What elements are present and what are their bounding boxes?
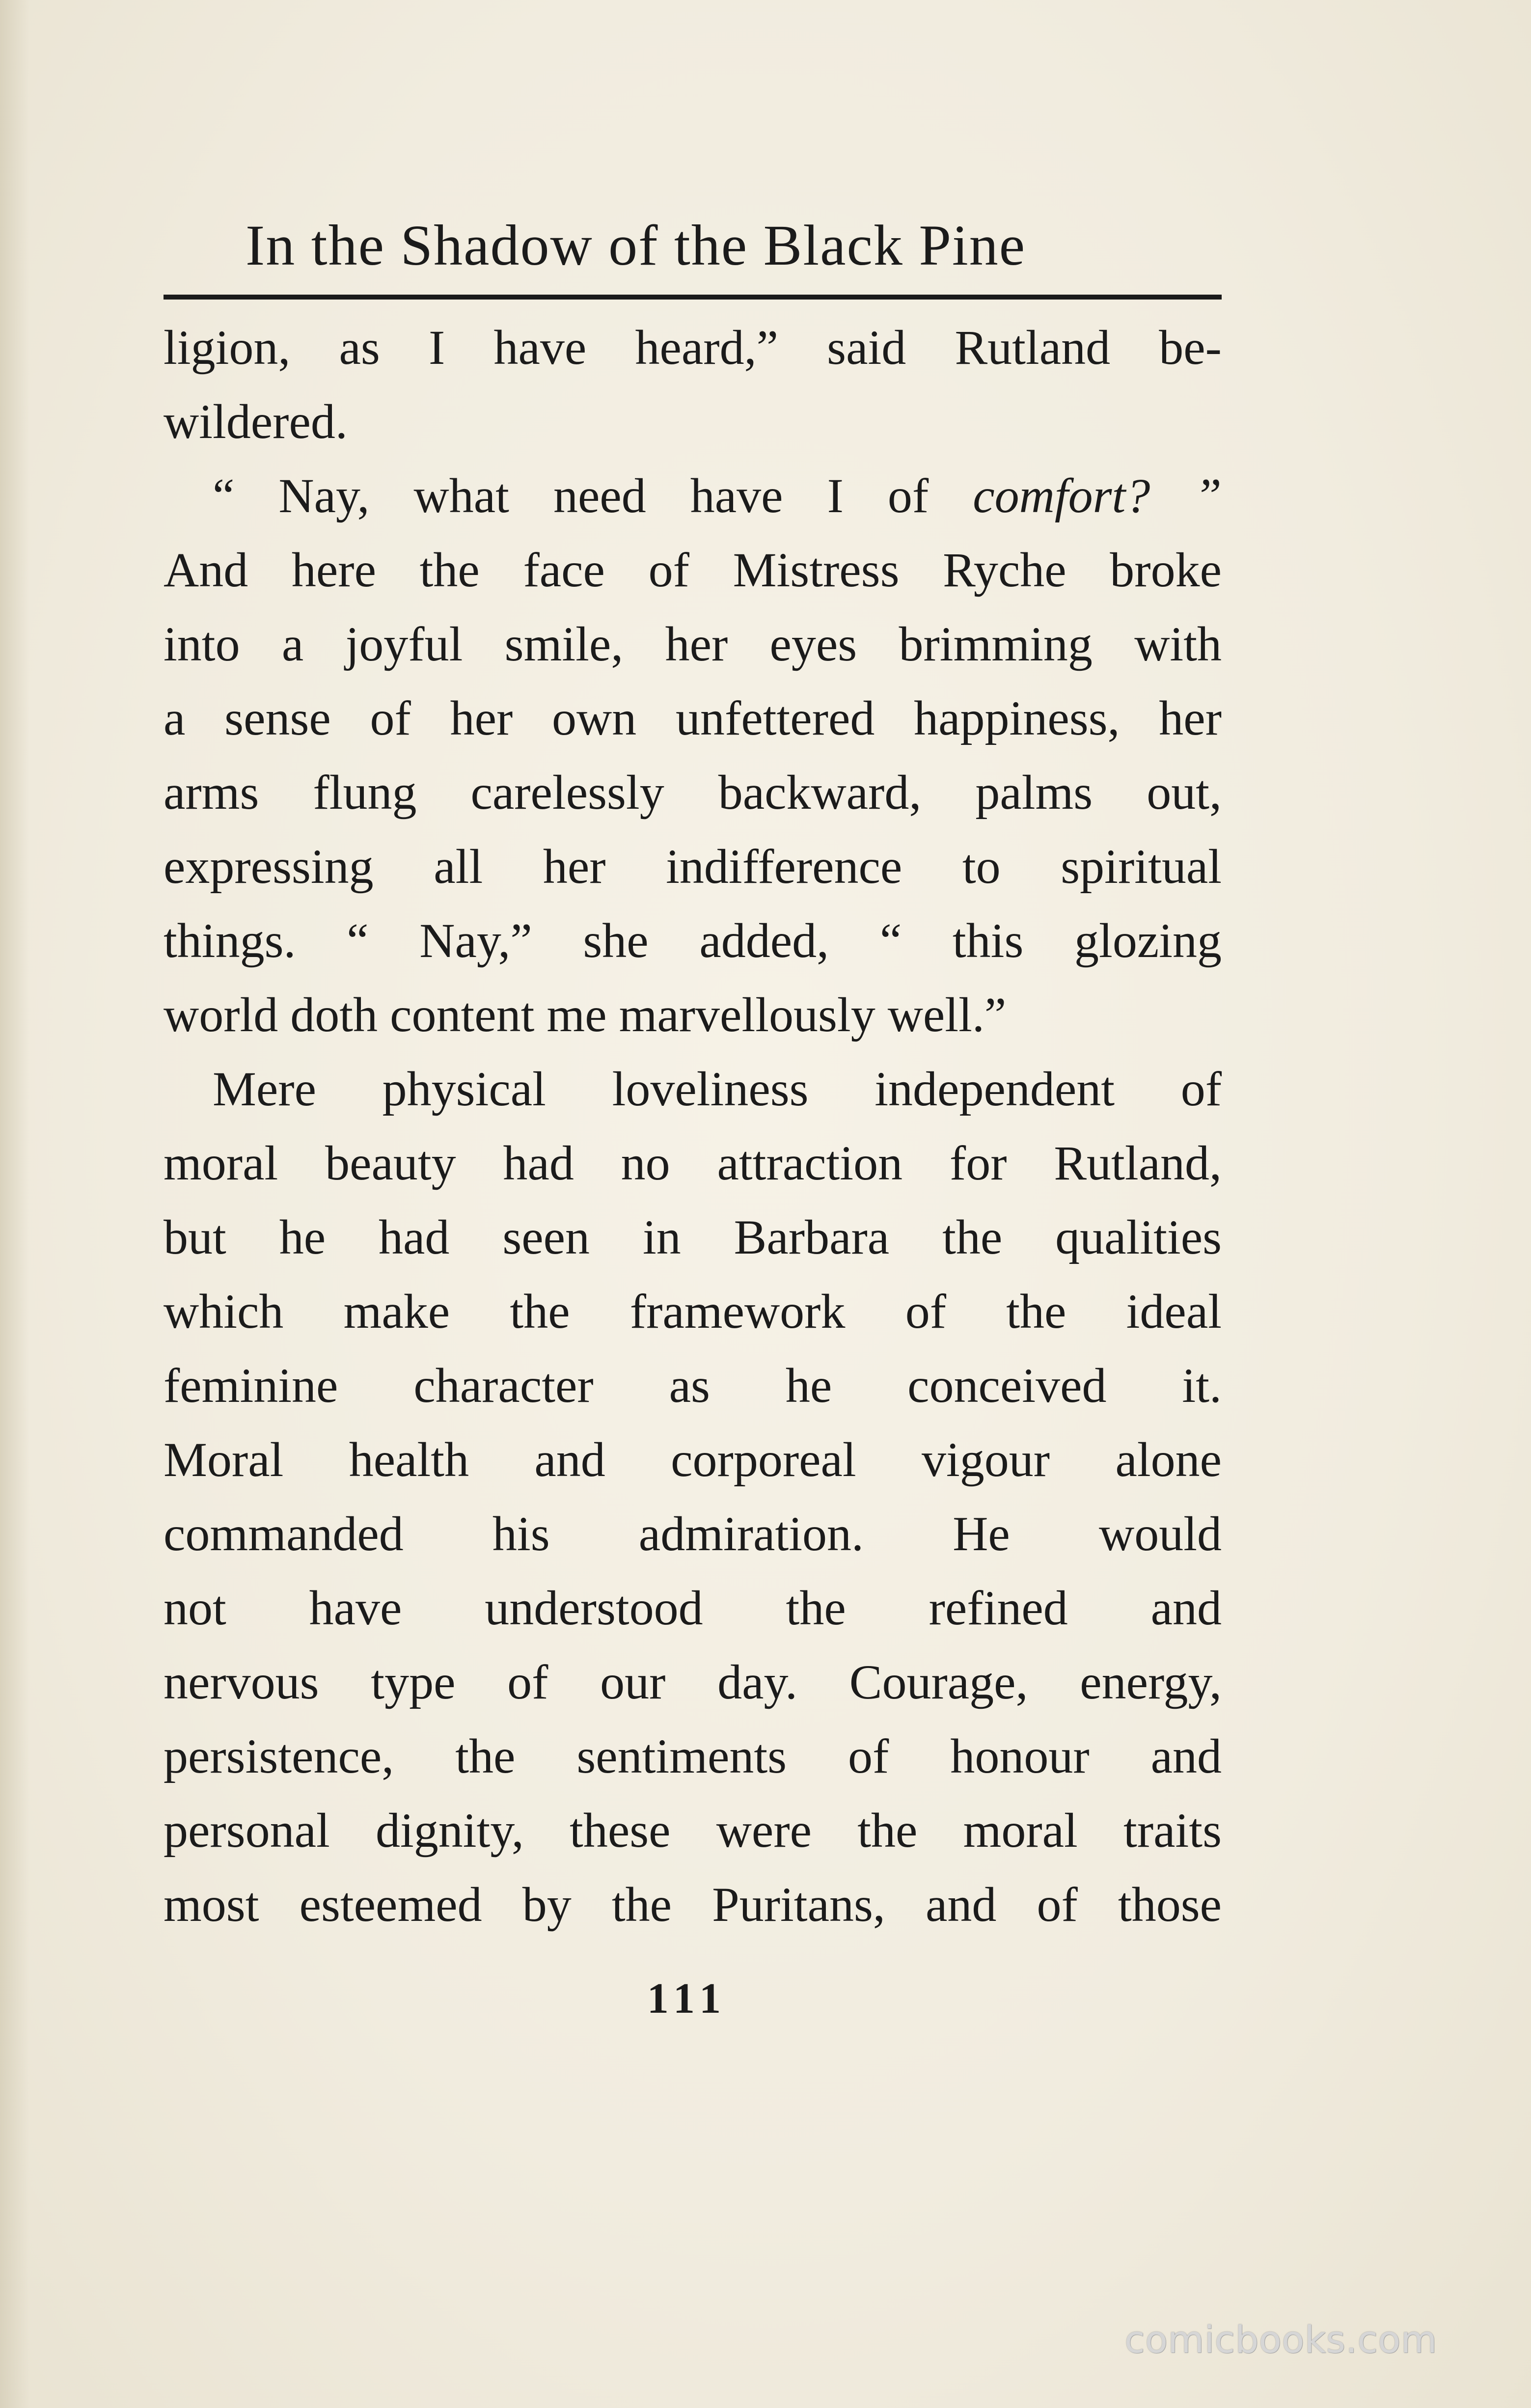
text-line: a sense of her own unfettered happiness, her bbox=[164, 691, 1222, 745]
text-line: personal dignity, these were the moral traits bbox=[164, 1803, 1222, 1858]
text-line: but he had seen in Barbara the qualities bbox=[164, 1210, 1222, 1264]
text-line: expressing all her indifference to spiritual bbox=[164, 839, 1222, 894]
running-head: In the Shadow of the Black Pine bbox=[246, 213, 1026, 277]
text-line: into a joyful smile, her eyes brimming with bbox=[164, 617, 1222, 671]
page-gutter-shadow bbox=[0, 0, 29, 2408]
text-line: persistence, the sentiments of honour and bbox=[164, 1729, 1222, 1783]
text-line: commanded his admiration. He would bbox=[164, 1506, 1222, 1561]
text-line: Mere physical loveliness independent of bbox=[213, 1062, 1222, 1116]
text-line: arms flung carelessly backward, palms out, bbox=[164, 765, 1222, 820]
header-rule bbox=[164, 295, 1222, 300]
text-line: ligion, as I have heard,” said Rutland be- bbox=[164, 320, 1222, 375]
text-line: not have understood the refined and bbox=[164, 1581, 1222, 1635]
text-line: wildered. bbox=[164, 394, 348, 449]
body-text bbox=[164, 310, 1222, 1942]
text-line-with-italic bbox=[164, 459, 1222, 533]
text-line: feminine character as he conceived it. bbox=[164, 1358, 1222, 1413]
text-line: nervous type of our day. Courage, energy, bbox=[164, 1655, 1222, 1709]
text-line: And here the face of Mistress Ryche broke bbox=[164, 543, 1222, 597]
text-line: things. “ Nay,” she added, “ this glozing bbox=[164, 913, 1222, 968]
text-line: Moral health and corporeal vigour alone bbox=[164, 1432, 1222, 1487]
italic-word: comfort? ” bbox=[973, 468, 1222, 523]
text-line: most esteemed by the Puritans, and of those bbox=[164, 1877, 1222, 1932]
page-number: 111 bbox=[647, 1975, 728, 2023]
watermark: comicbooks.com bbox=[1124, 2318, 1437, 2361]
text-line: which make the framework of the ideal bbox=[164, 1284, 1222, 1339]
text-fragment: “ Nay, what need have I of bbox=[213, 468, 973, 523]
text-line: world doth content me marvellously well.” bbox=[164, 987, 1007, 1042]
text-line: moral beauty had no attraction for Rutland, bbox=[164, 1136, 1222, 1190]
